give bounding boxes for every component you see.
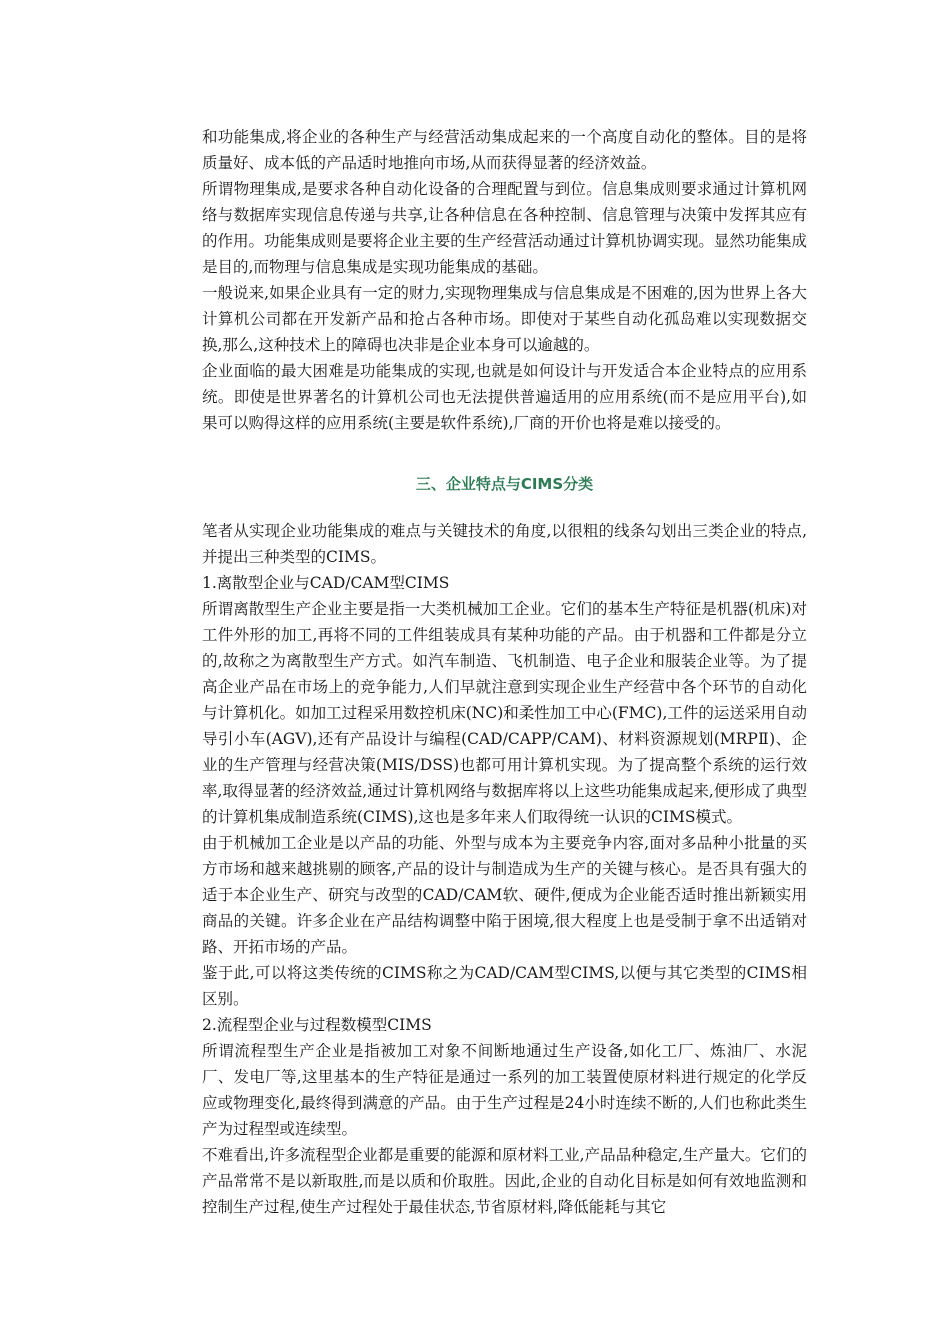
paragraph: 和功能集成,将企业的各种生产与经营活动集成起来的一个高度自动化的整体。目的是将质量好、成本低的产品适时地推向市场,从而获得显著的经济效益。 (202, 128, 807, 172)
section-heading: 三、企业特点与CIMS分类 (415, 475, 594, 493)
paragraph: 不难看出,许多流程型企业都是重要的能源和原材料工业,产品品种稳定,生产量大。它们的产品常常不是以新取胜,而是以质和价取胜。因此,企业的自动化目标是如何有效地监测和控制生产过程,使生产过程处于最佳状态,节省原材料,降低能耗与其它 (202, 1146, 807, 1216)
body-text-top (202, 124, 807, 436)
paragraph: 所谓离散型生产企业主要是指一大类机械加工企业。它们的基本生产特征是机器(机床)对工件外形的加工,再将不同的工件组装成具有某种功能的产品。由于机器和工件都是分立的,故称之为离散型生产方式。如汽车制造、飞机制造、电子企业和服装企业等。为了提高企业产品在市场上的竞争能力,人们早就注意到实现企业生产经营中各个环节的自动化与计算机化。如加工过程采用数控机床(NC)和柔性加工中心(FMC),工件的运送采用自动导引小车(AGV),还有产品设计与编程(CAD/CAPP/CAM)、材料资源规划(MRPⅡ)、企业的生产管理与经营决策(MIS/DSS)也都可用计算机实现。为了提高整个系统的运行效率,取得显著的经济效益,通过计算机网络与数据库将以上这些功能集成起来,便形成了典型的计算机集成制造系统(CIMS),这也是多年来人们取得统一认识的CIMS模式。 (202, 600, 807, 826)
paragraph: 所谓流程型生产企业是指被加工对象不间断地通过生产设备,如化工厂、炼油厂、水泥厂、发电厂等,这里基本的生产特征是通过一系列的加工装置使原材料进行规定的化学反应或物理变化,最终得到满意的产品。由于生产过程是24小时连续不断的,人们也称此类生产为过程型或连续型。 (202, 1042, 807, 1138)
body-text-bottom (202, 518, 807, 1220)
paragraph: 由于机械加工企业是以产品的功能、外型与成本为主要竞争内容,面对多品种小批量的买方市场和越来越挑剔的顾客,产品的设计与制造成为生产的关键与核心。是否具有强大的适于本企业生产、研究与改型的CAD/CAM软、硬件,便成为企业能否适时推出新颖实用商品的关键。许多企业在产品结构调整中陷于困境,很大程度上也是受制于拿不出适销对路、开拓市场的产品。 (202, 834, 807, 956)
paragraph: 笔者从实现企业功能集成的难点与关键技术的角度,以很粗的线条勾划出三类企业的特点,并提出三种类型的CIMS。 (202, 522, 807, 566)
subsection-heading: 1.离散型企业与CAD/CAM型CIMS (202, 574, 450, 592)
subsection-heading: 2.流程型企业与过程数模型CIMS (202, 1016, 432, 1034)
paragraph: 所谓物理集成,是要求各种自动化设备的合理配置与到位。信息集成则要求通过计算机网络与数据库实现信息传递与共享,让各种信息在各种控制、信息管理与决策中发挥其应有的作用。功能集成则是要将企业主要的生产经营活动通过计算机协调实现。显然功能集成是目的,而物理与信息集成是实现功能集成的基础。 (202, 180, 807, 276)
paragraph: 鉴于此,可以将这类传统的CIMS称之为CAD/CAM型CIMS,以便与其它类型的CIMS相区别。 (202, 964, 807, 1008)
paragraph: 企业面临的最大困难是功能集成的实现,也就是如何设计与开发适合本企业特点的应用系统。即使是世界著名的计算机公司也无法提供普遍适用的应用系统(而不是应用平台),如果可以购得这样的应用系统(主要是软件系统),厂商的开价也将是难以接受的。 (202, 362, 807, 432)
paragraph: 一般说来,如果企业具有一定的财力,实现物理集成与信息集成是不困难的,因为世界上各大计算机公司都在开发新产品和抢占各种市场。即使对于某些自动化孤岛难以实现数据交换,那么,这种技术上的障碍也决非是企业本身可以逾越的。 (202, 284, 807, 354)
